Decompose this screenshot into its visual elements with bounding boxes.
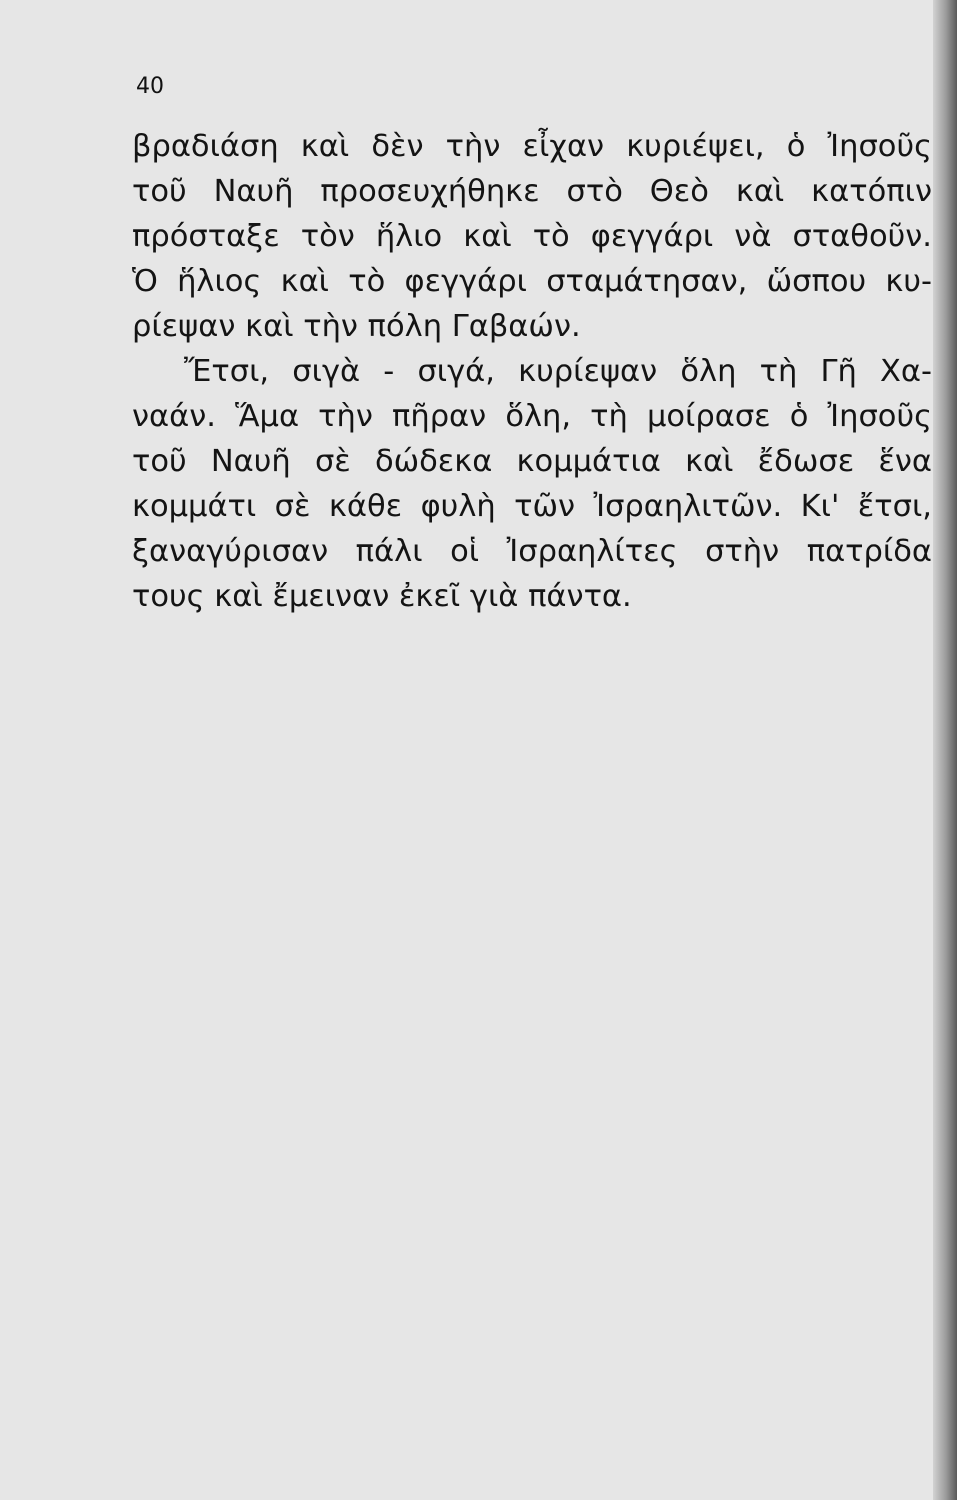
text-line-10: ξαναγύρισαν πάλι οἱ Ἰσραηλίτες στὴν πατρίδα xyxy=(132,534,932,569)
page-number: 40 xyxy=(136,74,164,99)
text-line-1: βραδιάση καὶ δὲν τὴν εἶχαν κυριέψει, ὁ Ἰησοῦς xyxy=(132,129,932,164)
page-binding-shadow xyxy=(933,0,957,1500)
text-line-8: τοῦ Ναυῆ σὲ δώδεκα κομμάτια καὶ ἔδωσε ἕνα xyxy=(132,444,932,479)
text-line-11: τους καὶ ἔμειναν ἐκεῖ γιὰ πάντα. xyxy=(132,579,632,614)
text-line-4: Ὁ ἥλιος καὶ τὸ φεγγάρι σταμάτησαν, ὥσπου κυ- xyxy=(132,264,932,299)
text-line-5: ρίεψαν καὶ τὴν πόλη Γαβαών. xyxy=(132,309,581,344)
text-line-9: κομμάτι σὲ κάθε φυλὴ τῶν Ἰσραηλιτῶν. Κι' ἔτσι, xyxy=(132,489,932,524)
text-line-2: τοῦ Ναυῆ προσευχήθηκε στὸ Θεὸ καὶ κατόπιν xyxy=(132,174,932,209)
text-line-7: ναάν. Ἅμα τὴν πῆραν ὅλη, τὴ μοίρασε ὁ Ἰησοῦς xyxy=(132,399,932,434)
text-line-3: πρόσταξε τὸν ἥλιο καὶ τὸ φεγγάρι νὰ σταθοῦν. xyxy=(132,219,932,254)
body-text xyxy=(132,124,932,619)
text-line-6: Ἔτσι, σιγὰ - σιγά, κυρίεψαν ὅλη τὴ Γῆ Χα- xyxy=(184,354,932,389)
